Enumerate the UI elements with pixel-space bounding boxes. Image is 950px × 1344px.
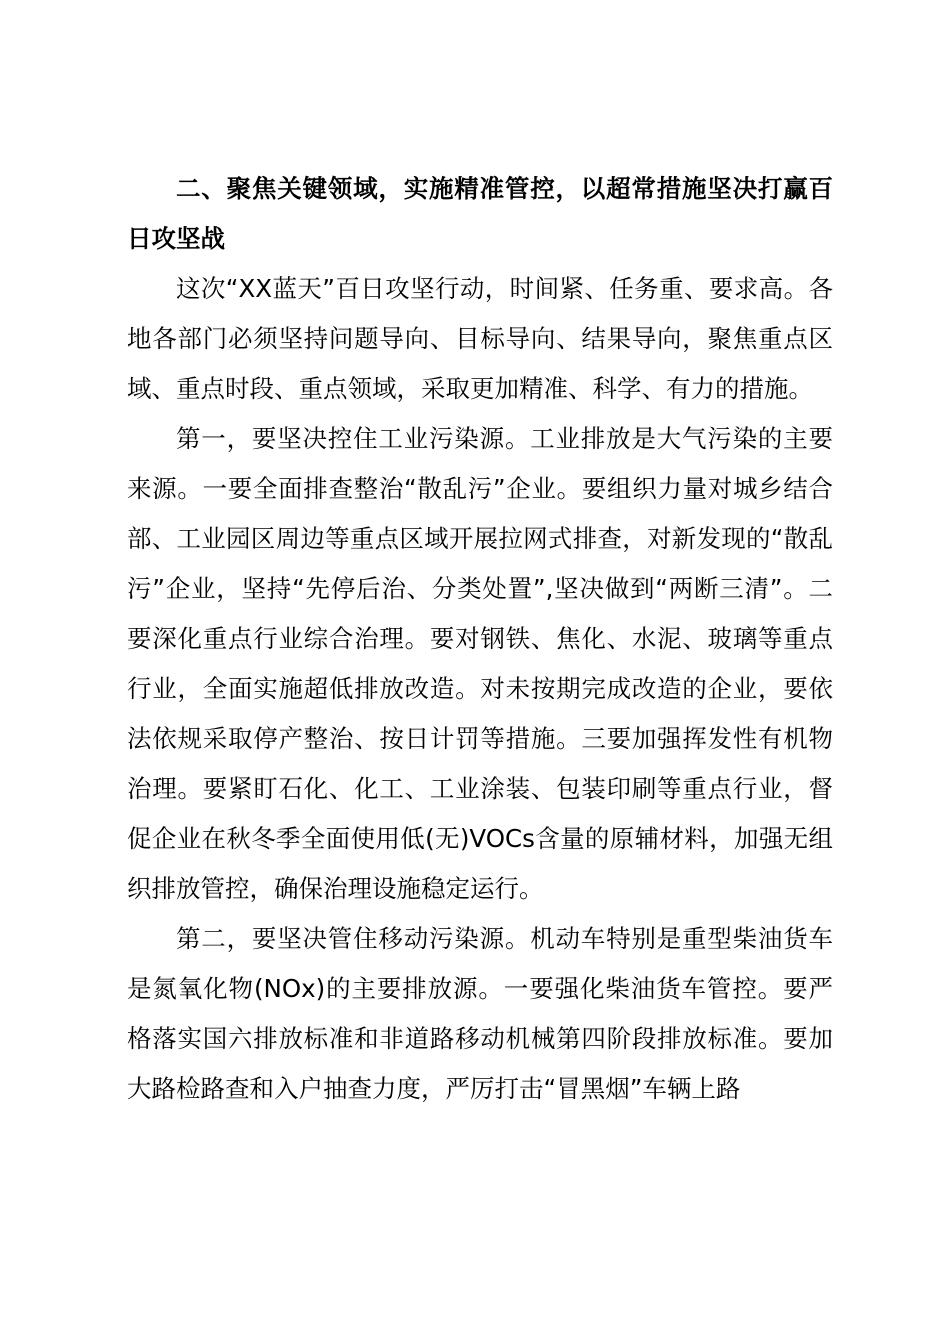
paragraph-industrial-pollution: 第一，要坚决控住工业污染源。工业排放是大气污染的主要来源。一要全面排查整治“散乱污”企业。要组织力量对城乡结合部、工业园区周边等重点区域开展拉网式排查，对新发现的“散乱污”企业，坚持“先停后治、分类处置”,坚决做到“两断三清”。二要深化重点行业综合治理。要对钢铁、焦化、水泥、玻璃等重点行业，全面实施超低排放改造。对未按期完成改造的企业，要依法依规采取停产整治、按日计罚等措施。三要加强挥发性有机物治理。要紧盯石化、化工、工业涂装、包装印刷等重点行业，督促企业在秋冬季全面使用低(无)VOCs含量的原辅材料，加强无组织排放管控，确保治理设施稳定运行。 — [127, 424, 833, 903]
paragraph-mobile-pollution: 第二，要坚决管住移动污染源。机动车特别是重型柴油货车是氮氧化物(NOx)的主要排放源。一要强化柴油货车管控。要严格落实国六排放标准和非道路移动机械第四阶段排放标准。要加大路检路查和入户抽查力度，严厉打击“冒黑烟”车辆上路 — [127, 924, 833, 1103]
document-body — [127, 164, 833, 1114]
paragraph-intro: 这次“XX蓝天”百日攻坚行动，时间紧、任务重、要求高。各地各部门必须坚持问题导向、目标导向、结果导向，聚焦重点区域、重点时段、重点领域，采取更加精准、科学、有力的措施。 — [127, 274, 833, 403]
section-heading: 二、聚焦关键领域，实施精准管控，以超常措施坚决打赢百日攻坚战 — [127, 174, 833, 253]
